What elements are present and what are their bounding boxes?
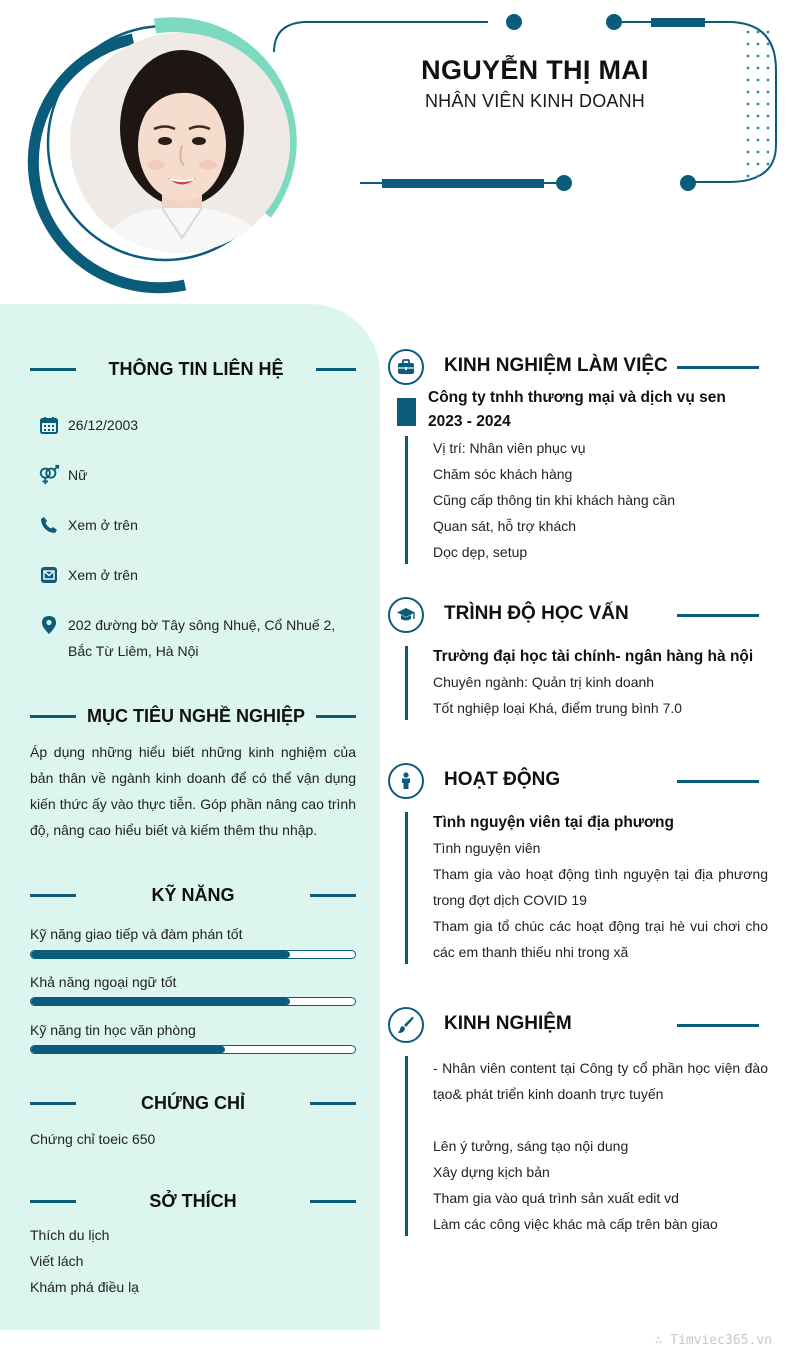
- skill-label: Khả năng ngoại ngữ tốt: [30, 974, 177, 990]
- contact-section-title: [30, 354, 356, 384]
- school-name: Trường đại học tài chính- ngân hàng hà nội: [433, 648, 754, 665]
- skill-label: Kỹ năng giao tiếp và đàm phán tốt: [30, 926, 243, 942]
- timeline-line: [405, 812, 408, 964]
- experience-marker-block: [397, 398, 416, 426]
- skills-section-title: [30, 880, 356, 910]
- address-line-1: 202 đường bờ Tây sông Nhuệ, Cổ Nhuế 2,: [68, 617, 336, 633]
- experience-line: Dọc dẹp, setup: [433, 544, 528, 560]
- job-title: NHÂN VIÊN KINH DOANH: [424, 91, 646, 111]
- title-rule-left: [30, 1200, 76, 1203]
- title-rule: [677, 366, 759, 369]
- profile-photo: [70, 33, 290, 253]
- objective-title-text: MỤC TIÊU NGHỀ NGHIỆP: [86, 705, 305, 726]
- person-icon: [388, 763, 424, 799]
- skill-progress-fill: [31, 1046, 225, 1053]
- certificates-title-text: CHỨNG CHỈ: [141, 1092, 245, 1113]
- education-line: Chuyên ngành: Quản trị kinh doanh: [433, 674, 655, 690]
- education-line: Tốt nghiệp loại Khá, điểm trung bình 7.0: [433, 700, 683, 716]
- skill-progress-bar: [30, 1045, 356, 1054]
- profile-photo-frame: [15, 15, 305, 305]
- other-experience-line: Xây dựng kịch bản: [433, 1164, 550, 1180]
- timeline-line: [405, 1056, 408, 1236]
- title-rule-right: [310, 1102, 356, 1105]
- contact-email: [38, 564, 138, 588]
- other-experience-line: Làm các công việc khác mà cấp trên bàn giao: [433, 1216, 718, 1232]
- objective-section-title: [30, 701, 356, 731]
- title-rule: [677, 1024, 759, 1027]
- experience-period: 2023 - 2024: [428, 413, 511, 430]
- title-rule-right: [316, 715, 356, 718]
- birthday-value: 26/12/2003: [68, 417, 139, 433]
- certificate-item: Chứng chỉ toeic 650: [30, 1131, 156, 1147]
- hobby-item: Khám phá điều lạ: [30, 1279, 139, 1295]
- experience-section-title: KINH NGHIỆM LÀM VIỆC: [444, 355, 668, 376]
- contact-address: [38, 614, 335, 664]
- candidate-name: NGUYỄN THỊ MAI: [421, 55, 649, 85]
- location-pin-icon: [38, 614, 60, 636]
- other-experience-line: - Nhân viên content tại Công ty cổ phần học viện đào tạo& phát triển kinh doanh trực tuyến: [433, 1060, 768, 1102]
- contact-title-text: THÔNG TIN LIÊN HỆ: [108, 358, 284, 379]
- hobbies-title-text: SỞ THÍCH: [149, 1190, 237, 1211]
- paint-brush-icon: [388, 1007, 424, 1043]
- experience-line: Vị trí: Nhân viên phục vụ: [433, 440, 586, 456]
- email-icon: [38, 564, 60, 586]
- timeline-line: [405, 646, 408, 720]
- objective-text: Áp dụng những hiểu biết những kinh nghiệm của bản thân về ngành kinh doanh để có thể vận dụng kiến thức ấy vào thực tiễn. Góp phần nâng cao trình độ, nâng cao hiểu biết và kiếm thêm thu nhập.: [30, 744, 356, 838]
- experience-line: Quan sát, hỗ trợ khách: [433, 518, 577, 534]
- contact-gender: [38, 464, 87, 488]
- briefcase-icon: [388, 349, 424, 385]
- other-experience-section-title: KINH NGHIỆM: [444, 1013, 572, 1034]
- phone-icon: [38, 514, 60, 536]
- title-rule-left: [30, 894, 76, 897]
- gender-icon: [38, 464, 60, 486]
- other-experience-line: Tham gia vào quá trình sản xuất edit vd: [433, 1190, 679, 1206]
- hobby-item: Thích du lịch: [30, 1227, 110, 1243]
- title-rule-right: [316, 368, 356, 371]
- hobbies-section-title: [30, 1186, 356, 1216]
- contact-phone: [38, 514, 138, 538]
- graduation-cap-icon: [388, 597, 424, 633]
- title-rule-left: [30, 368, 76, 371]
- skill-progress-fill: [31, 951, 290, 958]
- address-line-2: Bắc Từ Liêm, Hà Nội: [68, 643, 199, 659]
- activity-line: Tham gia vào hoạt động tình nguyện tại địa phương trong đợt dịch COVID 19: [433, 866, 768, 908]
- skill-progress-bar: [30, 950, 356, 959]
- activity-line: Tình nguyện viên: [433, 840, 541, 856]
- experience-line: Chăm sóc khách hàng: [433, 466, 573, 482]
- other-experience-line: Lên ý tưởng, sáng tạo nội dung: [433, 1138, 629, 1154]
- education-section-title: TRÌNH ĐỘ HỌC VẤN: [444, 603, 629, 624]
- address-value: [68, 612, 335, 664]
- title-rule: [677, 780, 759, 783]
- title-rule-left: [30, 715, 76, 718]
- calendar-icon: [38, 414, 60, 436]
- activity-line: Tham gia tổ chúc các hoạt động trại hè vui chơi cho các em thanh thiếu nhi trong xã: [433, 918, 768, 960]
- skill-progress-bar: [30, 997, 356, 1006]
- skill-progress-fill: [31, 998, 290, 1005]
- activities-section-title: HOẠT ĐỘNG: [444, 769, 561, 790]
- watermark: ∴ Timviec365.vn: [654, 1333, 772, 1348]
- gender-value: Nữ: [68, 467, 88, 483]
- email-value: Xem ở trên: [68, 567, 138, 583]
- certificates-section-title: [30, 1088, 356, 1118]
- title-rule-right: [310, 1200, 356, 1203]
- phone-value: Xem ở trên: [68, 517, 138, 533]
- title-rule-left: [30, 1102, 76, 1105]
- experience-line: Cũng cấp thông tin khi khách hàng cần: [433, 492, 676, 508]
- company-name: Công ty tnhh thương mại và dịch vụ sen: [428, 389, 726, 406]
- portrait-image: [70, 33, 290, 253]
- skills-title-text: KỸ NĂNG: [151, 884, 235, 905]
- skill-label: Kỹ năng tin học văn phòng: [30, 1022, 196, 1038]
- title-rule: [677, 614, 759, 617]
- contact-birthday: [38, 414, 138, 438]
- activity-heading: Tình nguyện viên tại địa phương: [433, 814, 674, 831]
- timeline-line: [405, 436, 408, 564]
- title-rule-right: [310, 894, 356, 897]
- hobby-item: Viết lách: [30, 1253, 84, 1269]
